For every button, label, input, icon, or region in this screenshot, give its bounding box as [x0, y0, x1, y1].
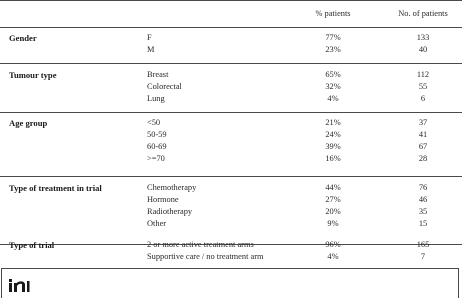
count-cell: 35 — [418, 207, 428, 216]
category-cell: Radiotherapy — [147, 207, 193, 216]
category-cell: 60-69 — [147, 142, 167, 151]
header-rule — [0, 27, 462, 28]
count-cell: 165 — [416, 240, 430, 249]
count-cell: 28 — [418, 154, 428, 163]
group-label: Age group — [9, 118, 48, 128]
table-row — [0, 219, 462, 230]
pct-cell: 23% — [325, 45, 341, 54]
pct-cell: 77% — [325, 33, 341, 42]
pct-cell: 4% — [327, 252, 339, 261]
category-cell: Chemotherapy — [147, 183, 197, 192]
category-cell: Lung — [147, 94, 165, 103]
column-header-no-patients: No. of patients — [398, 9, 448, 18]
pct-cell: 4% — [327, 94, 339, 103]
group-label: Gender — [9, 33, 37, 43]
table-top-rule — [0, 0, 462, 1]
count-cell: 41 — [418, 130, 428, 139]
count-cell: 112 — [416, 70, 430, 79]
count-cell: 55 — [418, 82, 428, 91]
table-row — [0, 142, 462, 153]
count-cell: 40 — [418, 45, 428, 54]
count-cell: 133 — [416, 33, 430, 42]
category-cell: >=70 — [147, 154, 165, 163]
count-cell: 7 — [420, 252, 426, 261]
publisher-logo-icon — [9, 279, 31, 292]
category-cell: Colorectal — [147, 82, 182, 91]
category-cell: Hormone — [147, 195, 179, 204]
category-cell: Breast — [147, 70, 169, 79]
group-rule — [0, 112, 462, 113]
pct-cell: 27% — [325, 195, 341, 204]
table-row — [0, 82, 462, 93]
table-row — [0, 45, 462, 56]
pct-cell: 96% — [325, 240, 341, 249]
table-row — [0, 195, 462, 206]
table-row — [0, 70, 462, 81]
group-label: Type of trial — [9, 240, 55, 250]
pct-cell: 32% — [325, 82, 341, 91]
count-cell: 15 — [418, 219, 428, 228]
count-cell: 76 — [418, 183, 428, 192]
category-cell: M — [147, 45, 155, 54]
pct-cell: 44% — [325, 183, 341, 192]
column-header-pct-patients: % patients — [315, 9, 351, 18]
table-row — [0, 118, 462, 129]
group-rule — [0, 63, 462, 64]
category-cell: F — [147, 33, 152, 42]
table-row — [0, 33, 462, 44]
table-row — [0, 130, 462, 141]
category-cell: 2 or more active treatment arms — [147, 240, 254, 249]
pct-cell: 9% — [327, 219, 339, 228]
footer-box — [1, 268, 459, 298]
pct-cell: 16% — [325, 154, 341, 163]
category-cell: 50-59 — [147, 130, 167, 139]
table-row — [0, 94, 462, 105]
category-cell: Supportive care / no treatment arm — [147, 252, 264, 261]
count-cell: 46 — [418, 195, 428, 204]
pct-cell: 21% — [325, 118, 341, 127]
pct-cell: 24% — [325, 130, 341, 139]
table-row — [0, 154, 462, 165]
count-cell: 6 — [420, 94, 426, 103]
pct-cell: 20% — [325, 207, 341, 216]
group-rule — [0, 176, 462, 177]
table-row — [0, 252, 462, 263]
group-label: Type of treatment in trial — [9, 183, 102, 193]
pct-cell: 65% — [325, 70, 341, 79]
pct-cell: 39% — [325, 142, 341, 151]
category-cell: Other — [147, 219, 167, 228]
category-cell: <50 — [147, 118, 161, 127]
count-cell: 37 — [418, 118, 428, 127]
count-cell: 67 — [418, 142, 428, 151]
table-row — [0, 183, 462, 194]
group-label: Tumour type — [9, 70, 57, 80]
table-row — [0, 240, 462, 251]
table-row — [0, 207, 462, 218]
